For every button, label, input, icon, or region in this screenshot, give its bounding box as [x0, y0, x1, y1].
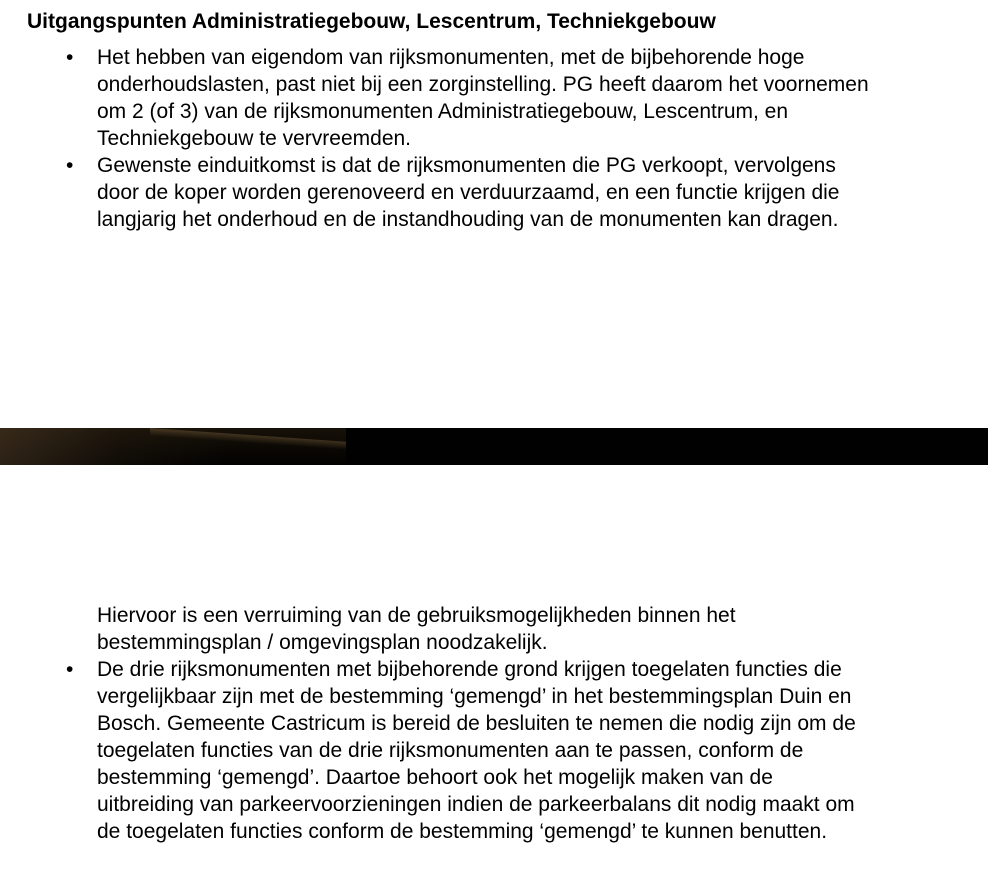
photo-fragment — [0, 428, 346, 465]
continuation-paragraph: Hiervoor is een verruiming van de gebruiksmogelijkheden binnen het bestemmingsplan / omgevingsplan noodzakelijk. — [97, 604, 736, 654]
bottom-section — [27, 602, 872, 845]
photo-highlight — [150, 428, 346, 450]
top-section — [27, 44, 872, 233]
embedded-image-strip — [0, 428, 988, 465]
document-heading: Uitgangspunten Administratiegebouw, Lescentrum, Techniekgebouw — [27, 10, 716, 33]
bullet-list-top — [27, 44, 872, 233]
bullet-item-desired-outcome: • Gewenste einduitkomst is dat de rijksmonumenten die PG verkoopt, vervolgens door de koper worden gerenoveerd en verduurzaamd, en een functie krijgen die langjarig het onderhoud en de instandhouding van de monumenten kan dragen. — [27, 152, 872, 233]
bullet-item-zoning: • De drie rijksmonumenten met bijbehorende grond krijgen toegelaten functies die vergelijkbaar zijn met de bestemming ‘gemengd’ in het bestemmingsplan Duin en Bosch. Gemeente Castricum is bereid de besluiten te nemen die nodig zijn om de toegelaten functies van de drie rijksmonumenten aan te passen, conform de bestemming ‘gemengd’. Daartoe behoort ook het mogelijk maken van de uitbreiding van parkeervoorzieningen indien de parkeerbalans dit nodig maakt om de toegelaten functies conform de bestemming ‘gemengd’ te kunnen benutten. — [27, 656, 872, 845]
bullet-list-bottom — [27, 656, 872, 845]
bullet-item-ownership: • Het hebben van eigendom van rijksmonumenten, met de bijbehorende hoge onderhoudslasten, past niet bij een zorginstelling. PG heeft daarom het voornemen om 2 (of 3) van de rijksmonumenten Administratiegebouw, Lescentrum, en Techniekgebouw te vervreemden. — [27, 44, 872, 152]
